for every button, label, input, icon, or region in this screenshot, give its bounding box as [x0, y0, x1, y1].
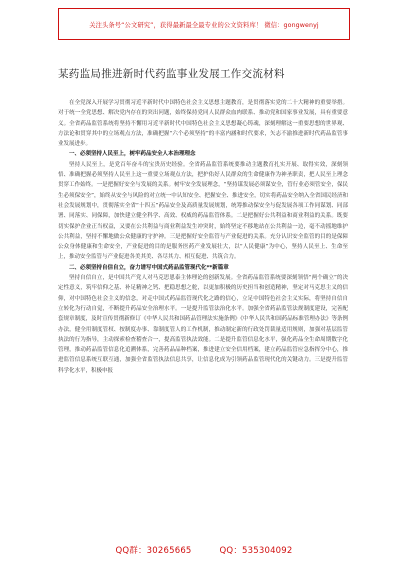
paragraph: 坚持人民至上，是党百年奋斗的宝贵历史经验。全省药品监管系统要推动主题教育扎实开展、取得实效，深刻领悟、准确把握必须坚持人民至上这一重要立场观点方法，把护佑好人民群众的生命健康作为神圣职责，把人民至上理念贯穿工作始终。一是把握好安全与发展的关系。树牢安全发展理念，“坚持谋发展必须谋安全，管行业必须管安全，保民生必须保安全”，始终从安全与风险的对立统一中认知安全、把握安全、推进安全，切实将药品安全纳入全省国民经济和社会发展规划中，贯彻落实全省“十四五”药品安全及高质量发展规划，统筹推动保安全与促发展各项工作同谋划、同部署、同落实、同保障，加快建立健全科学、高效、权威的药品监管体系。二是把握好公共利益和商业利益的关系。既要切实保护企业正当权益，又要在公共利益与商业利益发生冲突时，始终坚定不移地站在公共利益一边，毫不动摇地维护公共利益，坚持不懈地做公众健康的守护神。三是把握好安全监管与产业促进的关系。充分认识安全监管的目的是保障公众身体健康和生命安全，产业促进的目的是服务医药产业发展壮大，以“人民健康”为中心，坚持人民至上、生命至上，推动安全监管与产业促进各美其美、各尽其力、相互促进、共筑合力。 — [58, 161, 348, 261]
section-heading: 二、必须坚持自信自立，奋力谱写中国式药品监管现代化**新篇章 — [69, 264, 229, 271]
paragraph: 在全党深入开展学习贯彻习近平新时代中国特色社会主义思想主题教育，是贯彻落实党的二十大精神的重要举措。对于统一全党思想、解决党内存在的突出问题，始终保持党同人民群众血肉联系、推动党和国家事业发展，具有重要意义。全省药品监管系统将坚持不懈用习近平新时代中国特色社会主义思想凝心铸魂，深刻理解这一重要思想的世界观、方法论和贯穿其中的立场观点方法，准确把握“六个必须坚持”的丰富内涵和时代要求，矢志不渝推进新时代药品监管事业发展进步。 — [58, 100, 348, 148]
document-body — [58, 98, 348, 535]
contact-footer — [0, 544, 408, 556]
qq-group-label: QQ群：30265665 — [115, 546, 192, 556]
promo-banner: 关注头条号“公文研究”，获得最新最全最专业的公文资料库！ 微信：gongwenyj — [58, 8, 350, 40]
paragraph: 坚持自信自立，是中国共产党人对马克思恩泰主体理论的创新发展。全省药品监管系统要深刻领悟“两个确立”的决定性意义，筑牢信仰之基、补足精神之钙、把稳思想之舵，以更加积极的历史担当和创造精神，坚定对马克思主义的信仰，对中国特色社会主义的信念，对走中国式药品监管现代化之路的信心，立足中国特色社会主义实际，将坚持自信自立转化为行动自觉，不断提升药品安全治理水平。一是提升监管法治化水平。加强全省药品监管法规制度建设，完善配套规章制度，及时宣传贯彻新修订《中华人民共和国药品管理法实施条例》《中华人民共和国药品标准管理办法》等条例办法，健全用制度管权、按制度办事、靠制度管人的工作机制，推动制定新的行政处罚裁量适用规则，加强对基层监管执法的行为指导，主动探索检查稽查合一，提高监管执法效能。二是提升监管信息化水平，强化药品全生命周期数字化管理，推动药品监管信息化追溯体系，完善药品品种档案，推进建立安全信用档案，建立药品监管应急指挥分中心，推进监管信息系统互联互通，加强全省监管执法信息共享，让信息化成为引领药品监管现代化的关键动力。三是提升监管科学化水平，积极申报 — [58, 275, 348, 374]
document-title: 某药监局推进新时代药监事业发展工作交流材料 — [58, 68, 285, 80]
qq-label: QQ：535304092 — [219, 546, 293, 556]
section-heading: 一、必须坚持人民至上，树牢药品安全人本治理理念 — [69, 151, 196, 158]
